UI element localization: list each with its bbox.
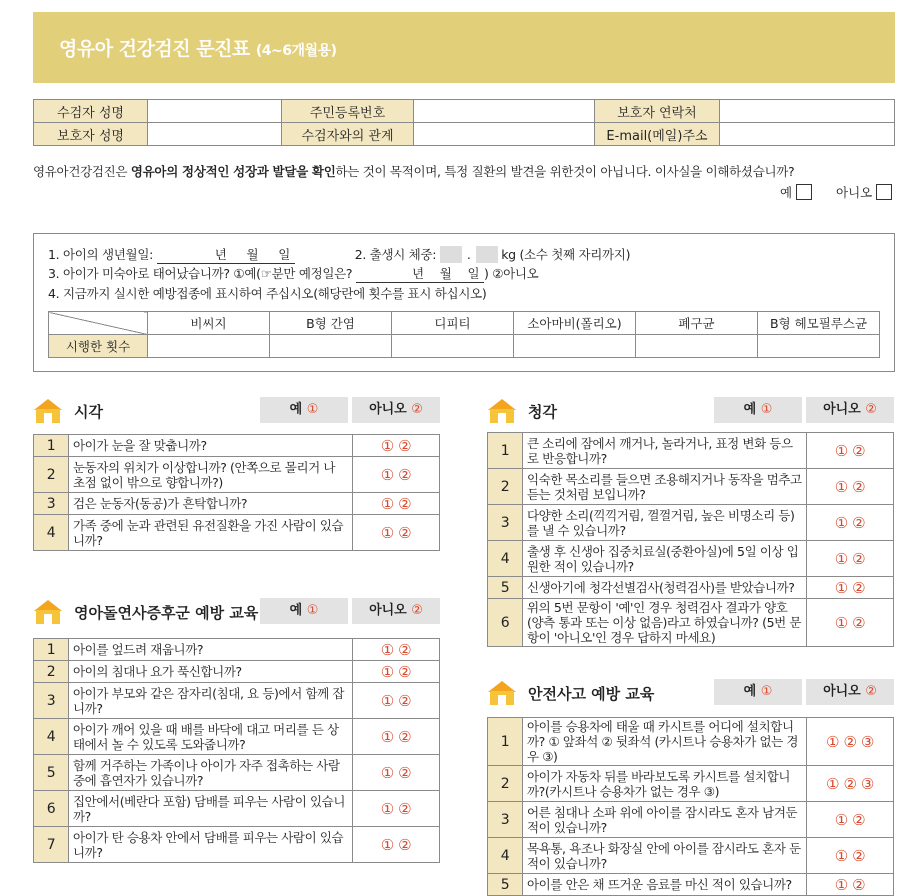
answer-options[interactable]: ① ② xyxy=(353,683,440,719)
question-text: 아이가 깨어 있을 때 배를 바닥에 대고 머리를 든 상태에서 놀 수 있도록 도와줍니까? xyxy=(69,719,353,755)
purpose-no-checkbox[interactable] xyxy=(876,184,892,200)
table-row xyxy=(488,469,894,505)
birth-weight-label: 2. 출생시 체중: xyxy=(354,247,440,262)
year-label: 년 xyxy=(214,247,227,262)
guardian-name-label: 보호자 성명 xyxy=(34,123,148,146)
question-text: 신생아기에 청각선별검사(청력검사)를 받았습니까? xyxy=(523,577,807,599)
table-row xyxy=(488,802,894,838)
question-text: 집안에서(베란다 포함) 담배를 피우는 사람이 있습니까? xyxy=(69,791,353,827)
question-text: 아이가 눈을 잘 맞춥니까? xyxy=(69,435,353,457)
question-number: 6 xyxy=(488,599,523,647)
weight-int-field[interactable] xyxy=(440,246,462,263)
weight-unit: kg (소수 첫째 자리까지) xyxy=(501,247,631,262)
due-day-label: 일 xyxy=(467,266,480,281)
guardian-contact-field[interactable] xyxy=(720,100,895,123)
dose-field[interactable] xyxy=(636,335,758,358)
table-row xyxy=(34,493,440,515)
question-number: 5 xyxy=(34,755,69,791)
examinee-info-table xyxy=(33,99,895,146)
table-row xyxy=(34,827,440,863)
question-text: 어른 침대나 소파 위에 아이를 잠시라도 혼자 남겨둔 적이 있습니까? xyxy=(523,802,807,838)
question-number: 2 xyxy=(34,661,69,683)
question-text: 검은 눈동자(동공)가 흔탁합니까? xyxy=(69,493,353,515)
dose-field[interactable] xyxy=(392,335,514,358)
premature-question: 3. 아이가 미숙아로 태어났습니까? ①예(☞분만 예정일은? xyxy=(48,266,356,281)
question-text: 다양한 소리(끽끽거림, 껄껄거림, 높은 비명소리 등)를 낼 수 있습니까? xyxy=(523,505,807,541)
purpose-yes-checkbox[interactable] xyxy=(796,184,812,200)
examinee-name-label: 수검자 성명 xyxy=(34,100,148,123)
question-number: 1 xyxy=(34,639,69,661)
question-number: 1 xyxy=(488,718,523,766)
purpose-yes-label: 예 xyxy=(780,185,793,200)
question-text: 함께 거주하는 가족이나 아이가 자주 접촉하는 사람 중에 흡연자가 있습니까? xyxy=(69,755,353,791)
day-label: 일 xyxy=(278,247,291,262)
question-number: 6 xyxy=(34,791,69,827)
vaccine-pneumococcal: 폐구균 xyxy=(636,312,758,335)
sids-yes-header-label: 예 ① xyxy=(289,603,319,618)
table-row xyxy=(34,719,440,755)
answer-options[interactable]: ① ② xyxy=(353,661,440,683)
question-number: 1 xyxy=(488,433,523,469)
answer-options[interactable]: ① ② xyxy=(353,719,440,755)
sids-question-table xyxy=(33,638,440,863)
resident-id-label: 주민등록번호 xyxy=(282,100,414,123)
question-number: 3 xyxy=(488,505,523,541)
weight-dec-field[interactable] xyxy=(476,246,498,263)
table-row xyxy=(34,639,440,661)
birthdate-field[interactable] xyxy=(157,245,295,264)
purpose-bold: 영유아의 정상적인 성장과 발달을 확인 xyxy=(130,164,336,179)
house-icon xyxy=(487,680,517,706)
dose-field[interactable] xyxy=(758,335,880,358)
hearing-yes-header-label: 예 ① xyxy=(743,402,773,417)
basic-info-panel xyxy=(33,233,895,372)
title-banner xyxy=(33,12,895,83)
month-label: 월 xyxy=(246,247,259,262)
table-row xyxy=(34,515,440,551)
answer-options[interactable]: ① ② xyxy=(353,457,440,493)
answer-options[interactable]: ① ② xyxy=(807,433,894,469)
table-row xyxy=(34,435,440,457)
question-number: 4 xyxy=(34,515,69,551)
house-icon xyxy=(33,398,63,424)
dose-field[interactable] xyxy=(270,335,392,358)
dose-field[interactable] xyxy=(514,335,636,358)
table-row xyxy=(488,577,894,599)
relationship-label: 수검자와의 관계 xyxy=(282,123,414,146)
answer-options[interactable]: ① ② xyxy=(807,874,894,896)
sids-no-header-label: 아니오 ② xyxy=(369,603,423,618)
answer-options[interactable]: ① ② xyxy=(353,791,440,827)
question-number: 3 xyxy=(488,802,523,838)
table-row xyxy=(488,766,894,802)
hearing-question-table xyxy=(487,432,894,647)
question-text: 아이가 자동차 뒤를 바라보도록 카시트를 설치합니까?(카시트나 승용차가 없는 경우 ③) xyxy=(523,766,807,802)
answer-options[interactable]: ① ② xyxy=(807,505,894,541)
question-number: 4 xyxy=(488,541,523,577)
relationship-field[interactable] xyxy=(414,123,595,146)
hearing-no-header-label: 아니오 ② xyxy=(823,402,877,417)
question-number: 5 xyxy=(488,577,523,599)
question-number: 2 xyxy=(34,457,69,493)
house-icon xyxy=(33,599,63,625)
question-number: 2 xyxy=(488,766,523,802)
question-number: 1 xyxy=(34,435,69,457)
vision-no-header-label: 아니오 ② xyxy=(369,402,423,417)
question-text: 아이를 승용차에 태울 때 카시트를 어디에 설치합니까? ① 앞좌석 ② 뒷좌석 (카시트나 승용차가 없는 경우 ③) xyxy=(523,718,807,766)
question-text: 익숙한 목소리를 들으면 조용해지거나 동작을 멈추고 듣는 것처럼 보입니까? xyxy=(523,469,807,505)
vision-yes-header-label: 예 ① xyxy=(289,402,319,417)
table-row xyxy=(34,683,440,719)
question-text: 아이를 엎드려 재웁니까? xyxy=(69,639,353,661)
answer-options[interactable]: ① ② xyxy=(807,541,894,577)
vision-question-table xyxy=(33,434,440,551)
vision-section-title: 시각 xyxy=(74,403,103,421)
safety-yes-header-label: 예 ① xyxy=(743,684,773,699)
purpose-pre: 영유아건강검진은 xyxy=(33,164,131,179)
table-row xyxy=(34,661,440,683)
email-label: E-mail(메일)주소 xyxy=(595,123,720,146)
vaccine-hepb: B형 간염 xyxy=(270,312,392,335)
birthdate-label: 1. 아이의 생년월일: xyxy=(48,247,157,262)
question-number: 4 xyxy=(488,838,523,874)
resident-id-field[interactable] xyxy=(414,100,595,123)
question-text: 위의 5번 문항이 '예'인 경우 청력검사 결과가 양호(양측 통과 또는 이상 없음)라고 하였습니까? (5번 문항이 '아니오'인 경우 답하지 마세요) xyxy=(523,599,807,647)
question-text: 큰 소리에 잠에서 깨거나, 놀라거나, 표정 변화 등으로 반응합니까? xyxy=(523,433,807,469)
weight-dot: . xyxy=(466,247,471,262)
vaccination-table xyxy=(48,311,880,358)
dose-field[interactable] xyxy=(148,335,270,358)
purpose-post: 하는 것이 목적이며, 특정 질환의 발견을 위한것이 아닙니다. 이사실을 이해하셨습니까? xyxy=(335,164,795,179)
table-row xyxy=(488,838,894,874)
answer-options[interactable]: ① ② xyxy=(353,435,440,457)
answer-options[interactable]: ① ② xyxy=(353,639,440,661)
basic-line-2 xyxy=(48,264,538,283)
question-number: 2 xyxy=(488,469,523,505)
due-month-label: 월 xyxy=(439,266,452,281)
table-row xyxy=(34,791,440,827)
guardian-name-field[interactable] xyxy=(148,123,282,146)
answer-options[interactable]: ① ② xyxy=(353,493,440,515)
question-number: 3 xyxy=(34,493,69,515)
question-number: 7 xyxy=(34,827,69,863)
premature-no-option: ) ②아니오 xyxy=(483,266,539,281)
question-text: 가족 중에 눈과 관련된 유전질환을 가진 사람이 있습니까? xyxy=(69,515,353,551)
question-text: 목욕통, 욕조나 화장실 안에 아이를 잠시라도 혼자 둔 적이 있습니까? xyxy=(523,838,807,874)
question-text: 눈동자의 위치가 이상합니까? (안쪽으로 몰리거 나 초점 없이 밖으로 향합니까?) xyxy=(69,457,353,493)
vaccination-instruction: 4. 지금까지 실시한 예방접종에 표시하여 주십시오(해당란에 횟수를 표시 하십시오) xyxy=(48,286,487,301)
safety-section-title: 안전사고 예방 교육 xyxy=(528,685,655,703)
answer-options[interactable]: ① ② xyxy=(353,827,440,863)
answer-options[interactable]: ① ② xyxy=(807,577,894,599)
question-text: 출생 후 신생아 집중치료실(중환아실)에 5일 이상 입원한 적이 있습니까? xyxy=(523,541,807,577)
table-row xyxy=(34,755,440,791)
question-text: 아이가 탄 승용차 안에서 담배를 피우는 사람이 있습니까? xyxy=(69,827,353,863)
table-row xyxy=(488,541,894,577)
title-suffix: (4~6개월용) xyxy=(255,43,337,59)
answer-options[interactable]: ① ② xyxy=(353,515,440,551)
answer-options[interactable]: ① ② ③ xyxy=(807,718,894,766)
safety-question-table xyxy=(487,717,894,896)
vaccine-table-corner xyxy=(49,312,148,335)
basic-line-1 xyxy=(48,245,630,264)
table-row xyxy=(488,599,894,647)
sids-section-title: 영아돌연사증후군 예방 교육 xyxy=(74,604,259,622)
hearing-section-title: 청각 xyxy=(528,403,557,421)
purpose-no xyxy=(836,183,892,201)
table-row xyxy=(488,718,894,766)
table-row xyxy=(34,457,440,493)
question-text: 아이가 부모와 같은 잠자리(침대, 요 등)에서 함께 잡니까? xyxy=(69,683,353,719)
email-field[interactable] xyxy=(720,123,895,146)
due-year-label: 년 xyxy=(411,266,424,281)
purpose-yes xyxy=(780,183,812,201)
answer-options[interactable]: ① ② ③ xyxy=(807,766,894,802)
vaccine-bcg: 비씨지 xyxy=(148,312,270,335)
answer-options[interactable]: ① ② xyxy=(807,469,894,505)
guardian-contact-label: 보호자 연락처 xyxy=(595,100,720,123)
question-text: 아이의 침대나 요가 푹신합니까? xyxy=(69,661,353,683)
purpose-statement xyxy=(33,162,794,180)
page-title xyxy=(59,34,337,61)
examinee-name-field[interactable] xyxy=(148,100,282,123)
purpose-no-label: 아니오 xyxy=(836,185,873,200)
answer-options[interactable]: ① ② xyxy=(807,802,894,838)
doses-label: 시행한 횟수 xyxy=(49,335,148,358)
safety-no-header-label: 아니오 ② xyxy=(823,684,877,699)
vaccine-polio: 소아마비(폴리오) xyxy=(514,312,636,335)
question-number: 5 xyxy=(488,874,523,896)
house-icon xyxy=(487,398,517,424)
vaccine-hib: B형 헤모필루스균 xyxy=(758,312,880,335)
question-text: 아이를 안은 채 뜨거운 음료를 마신 적이 있습니까? xyxy=(523,874,807,896)
table-row xyxy=(488,433,894,469)
question-number: 3 xyxy=(34,683,69,719)
table-row xyxy=(488,505,894,541)
due-date-field[interactable] xyxy=(356,264,484,283)
answer-options[interactable]: ① ② xyxy=(807,838,894,874)
answer-options[interactable]: ① ② xyxy=(807,599,894,647)
answer-options[interactable]: ① ② xyxy=(353,755,440,791)
title-text: 영유아 건강검진 문진표 xyxy=(59,38,250,60)
question-number: 4 xyxy=(34,719,69,755)
vaccine-dtp: 디피티 xyxy=(392,312,514,335)
